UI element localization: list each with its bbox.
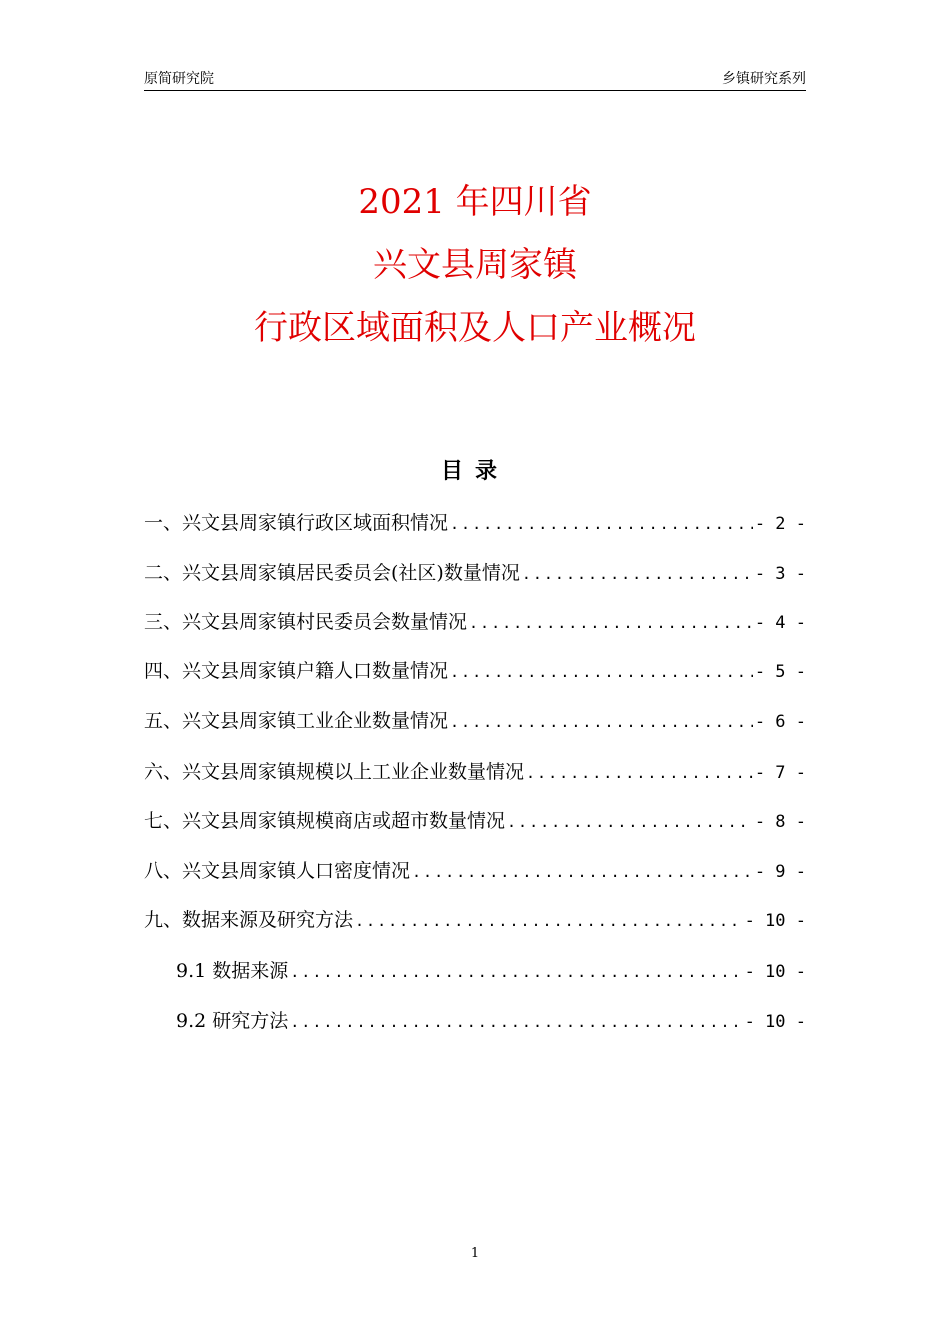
toc-entry-page: - 4 - — [754, 613, 806, 633]
toc-subentry-9-2[interactable] — [176, 1006, 806, 1034]
toc-dot-leader — [290, 963, 742, 981]
toc-entry-page: - 10 - — [744, 962, 806, 982]
toc-entry-label: 二、兴文县周家镇居民委员会(社区)数量情况 — [144, 562, 520, 584]
toc-entry-7[interactable] — [144, 806, 806, 834]
header-right-text: 乡镇研究系列 — [722, 71, 806, 87]
toc-entry-label: 9.2 研究方法 — [176, 1010, 289, 1032]
toc-subentry-9-1[interactable] — [176, 956, 806, 984]
toc-dot-leader — [450, 515, 753, 533]
toc-entry-label: 九、数据来源及研究方法 — [144, 909, 354, 931]
toc-entry-label: 五、兴文县周家镇工业企业数量情况 — [144, 710, 449, 732]
toc-entry-4[interactable] — [144, 656, 806, 684]
toc-entry-label: 八、兴文县周家镇人口密度情况 — [144, 860, 411, 882]
toc-entry-page: - 2 - — [754, 514, 806, 534]
toc-entry-9[interactable] — [144, 905, 806, 933]
toc-heading: 目录 — [440, 459, 509, 484]
toc-entry-label: 一、兴文县周家镇行政区域面积情况 — [144, 512, 449, 534]
toc-dot-leader — [450, 663, 753, 681]
title-line-3: 行政区域面积及人口产业概况 — [254, 308, 696, 348]
toc-dot-leader — [526, 764, 753, 782]
toc-entry-8[interactable] — [144, 856, 806, 884]
toc-dot-leader — [355, 912, 743, 930]
toc-dot-leader — [450, 713, 753, 731]
toc-entry-1[interactable] — [144, 508, 806, 536]
toc-entry-page: - 3 - — [754, 564, 806, 584]
toc-entry-label: 六、兴文县周家镇规模以上工业企业数量情况 — [144, 761, 525, 783]
toc-dot-leader — [469, 614, 753, 632]
toc-entry-page: - 9 - — [754, 862, 806, 882]
toc-entry-label: 9.1 数据来源 — [176, 960, 289, 982]
title-line-1: 2021 年四川省 — [358, 182, 592, 222]
toc-entry-3[interactable] — [144, 607, 806, 635]
toc-dot-leader — [507, 813, 753, 831]
page-number: 1 — [470, 1246, 480, 1261]
toc-entry-page: - 7 - — [754, 763, 806, 783]
title-line-2: 兴文县周家镇 — [373, 245, 577, 285]
toc-entry-page: - 10 - — [744, 911, 806, 931]
toc-dot-leader — [290, 1013, 742, 1031]
toc-dot-leader — [522, 565, 753, 583]
toc-entry-page: - 8 - — [754, 812, 806, 832]
header-left-text: 原简研究院 — [144, 71, 214, 87]
toc-entry-label: 三、兴文县周家镇村民委员会数量情况 — [144, 611, 468, 633]
toc-entry-6[interactable] — [144, 757, 806, 785]
toc-entry-2[interactable] — [144, 558, 806, 586]
toc-entry-page: - 5 - — [754, 662, 806, 682]
toc-dot-leader — [412, 863, 753, 881]
toc-entry-5[interactable] — [144, 706, 806, 734]
toc-entry-page: - 10 - — [744, 1012, 806, 1032]
toc-entry-page: - 6 - — [754, 712, 806, 732]
toc-entry-label: 四、兴文县周家镇户籍人口数量情况 — [144, 660, 449, 682]
page-header — [144, 66, 806, 91]
toc-entry-label: 七、兴文县周家镇规模商店或超市数量情况 — [144, 810, 506, 832]
